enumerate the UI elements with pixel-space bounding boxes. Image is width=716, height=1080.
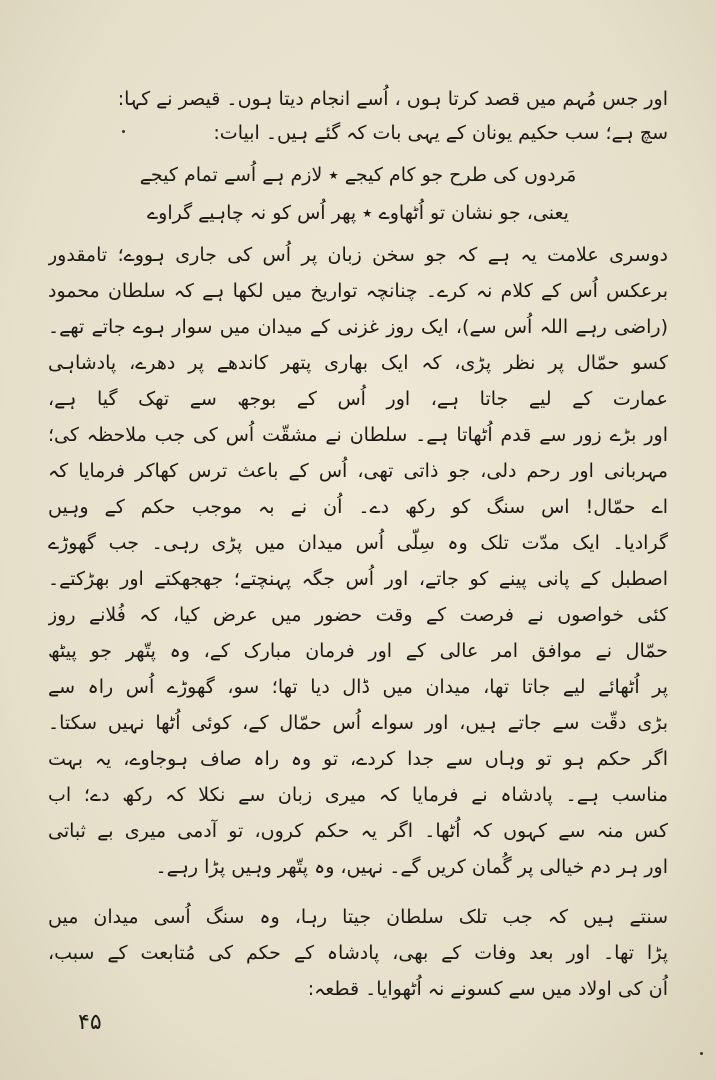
text-line: اگر حکم ہو تو وہاں سے جدا کردے، تو وہ راہ صاف ہوجاوے، یہ بہت <box>48 748 668 770</box>
text-line: پڑا تھا۔ اور بعد وفات کے بھی، پادشاہ کے حکم کی مُتابعت کے سبب، <box>48 942 668 964</box>
verse-line: یعنی، جو نشان تو اُٹھاوے ٭ پھر اُس کو نہ چاہیے گراوے <box>147 202 569 224</box>
text-line: کئی خواصوں نے فرصت کے وقت حضور میں عرض کیا، کہ فُلانے روز <box>48 604 668 626</box>
text-line: برعکس اُس کے کلام نہ کرے۔ چنانچہ تواریخ میں لکھا ہے کہ سلطان محمود <box>48 280 668 302</box>
text-line: گرادیا۔ ایک مدّت تلک وہ سِلّی اُس میدان میں پڑی رہی۔ جب گھوڑے <box>48 532 668 554</box>
text-line: بڑی دقّت سے جاتے ہیں، اور سواے اُس حمّال کے، کوئی اُٹھا نہیں سکتا۔ <box>48 712 668 734</box>
text-line: پر اُٹھائے لیے جاتا تھا، میدان میں ڈال دیا تھا؛ سو، گھوڑے اُس راہ سے <box>48 676 668 698</box>
text-line: حمّال نے موافق امر عالی کے اور فرمان مبارک کے، وہ پتّھر جو پیٹھ <box>48 640 668 662</box>
text-line: (راضی رہے اللہ اُس سے)، ایک روز غزنی کے میدان میں سوار ہوے جاتے تھے۔ <box>48 316 668 338</box>
text-line: اُن کی اولاد میں سے کسونے نہ اُٹھوایا۔ قطعہ: <box>307 978 668 1000</box>
text-line: اصطبل کے پانی پینے کو جاتے، اور اُس جگہ پہنچتے؛ جھجھکتے اور بھڑکتے۔ <box>48 568 668 590</box>
text-line: سنتے ہیں کہ جب تلک سلطان جیتا رہا، وہ سنگ اُسی میدان میں <box>48 906 668 928</box>
paper-speck <box>700 1052 703 1055</box>
text-line: دوسری علامت یہ ہے کہ جو سخن زبان پر اُس کی جاری ہووے؛ تامقدور <box>48 244 668 266</box>
text-line: اور بڑے زور سے قدم اُٹھاتا ہے۔ سلطان نے مشقّت اُس کی جب ملاحظہ کی؛ <box>48 424 668 446</box>
text-line: اور ہر دم خیالی پر گُمان کریں گے۔ نہیں، وہ پتّھر وہیں پڑا رہے۔ <box>155 856 668 878</box>
text-line: عمارت کے لیے جاتا ہے، اور اُس کے بوجھ سے تھک گیا ہے، <box>48 388 668 410</box>
text-line: مناسب ہے۔ پادشاہ نے فرمایا کہ میری زبان سے نکلا کہ رکھ دے؛ اب <box>48 784 668 806</box>
text-line: مہربانی اور رحم دلی، جو ذاتی تھی، اُس کے باعث ترس کھاکر فرمایا کہ <box>48 460 668 482</box>
text-line: سچ ہے؛ سب حکیم یونان کے یہی بات کہ گئے ہیں۔ ابیات: <box>213 122 668 144</box>
text-line: کس منہ سے کہوں کہ اُٹھا۔ اگر یہ حکم کروں، تو آدمی میری بے ثباتی <box>48 820 668 842</box>
paper-speck <box>122 130 125 133</box>
text-line: اے حمّال! اس سنگ کو رکھ دے۔ اُن نے بہ موجب حکم کے وہیں <box>48 496 668 518</box>
page-number: ۴۵ <box>78 1010 102 1035</box>
text-line: کسو حمّال پر نظر پڑی، کہ ایک بھاری پتھر کاندھے پر دھرے، پادشاہی <box>48 352 668 374</box>
verse-line: مَردوں کی طرح جو کام کیجے ٭ لازم ہے اُسے تمام کیجے <box>139 164 577 186</box>
text-line: اور جس مُہم میں قصد کرتا ہوں ، اُسے انجام دیتا ہوں۔ قیصر نے کہا: <box>117 88 668 110</box>
